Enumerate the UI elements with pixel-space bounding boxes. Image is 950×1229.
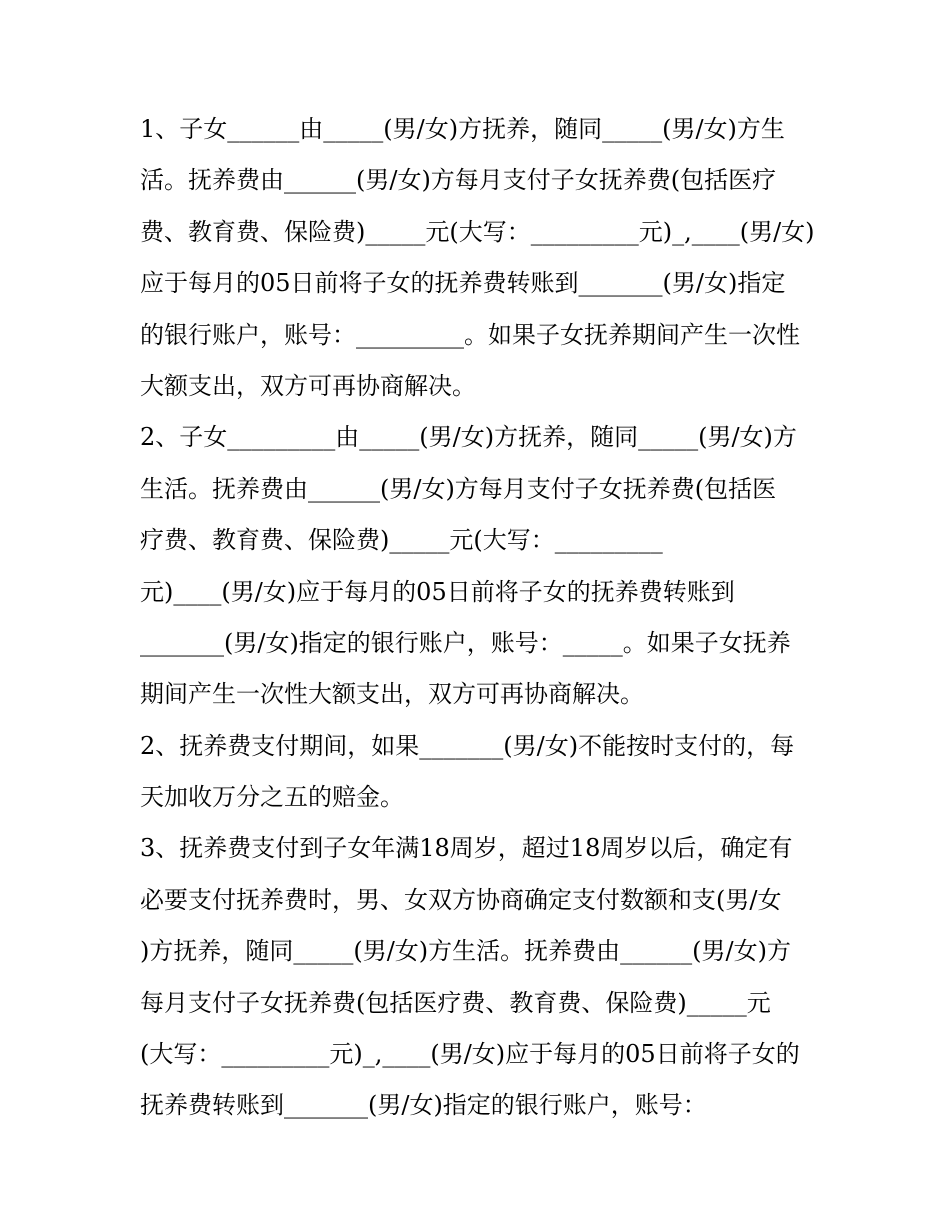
- text-line-7: 2、子女_________由_____(男/女)方抚养，随同_____(男/女)方: [140, 423, 797, 452]
- text-line-2: 活。抚养费由______(男/女)方每月支付子女抚养费(包括医疗: [140, 166, 777, 195]
- text-line-20: 抚养费转账到_______(男/女)指定的银行账户，账号：: [140, 1091, 707, 1120]
- document-body: [140, 104, 820, 1132]
- text-line-18: 每月支付子女抚养费(包括医疗费、教育费、保险费)_____元: [140, 988, 771, 1017]
- text-line-16: 必要支付抚养费时，男、女双方协商确定支付数额和支(男/女: [140, 885, 782, 914]
- text-line-12: 期间产生一次性大额支出，双方可再协商解决。: [140, 680, 644, 709]
- text-line-13: 2、抚养费支付期间，如果_______(男/女)不能按时支付的，每: [140, 731, 795, 760]
- text-line-10: 元)____(男/女)应于每月的05日前将子女的抚养费转账到: [140, 577, 735, 606]
- text-line-11: _______(男/女)指定的银行账户，账号：_____。如果子女抚养: [140, 628, 791, 657]
- text-line-6: 大额支出，双方可再协商解决。: [140, 371, 476, 400]
- text-line-17: )方抚养，随同_____(男/女)方生活。抚养费由______(男/女)方: [140, 937, 791, 966]
- text-line-8: 生活。抚养费由______(男/女)方每月支付子女抚养费(包括医: [140, 474, 777, 503]
- text-line-14: 天加收万分之五的赔金。: [140, 783, 404, 812]
- text-line-19: (大写：_________元)_,____(男/女)应于每月的05日前将子女的: [140, 1040, 800, 1069]
- text-line-4: 应于每月的05日前将子女的抚养费转账到_______(男/女)指定: [140, 269, 786, 298]
- text-line-9: 疗费、教育费、保险费)_____元(大写：_________: [140, 526, 663, 555]
- text-line-3: 费、教育费、保险费)_____元(大写：_________元)_,____(男/女): [140, 217, 815, 246]
- text-line-15: 3、抚养费支付到子女年满18周岁，超过18周岁以后，确定有: [140, 834, 793, 863]
- text-line-1: 1、子女______由_____(男/女)方抚养，随同_____(男/女)方生: [140, 115, 785, 143]
- text-line-5: 的银行账户，账号：_________。如果子女抚养期间产生一次性: [140, 320, 800, 349]
